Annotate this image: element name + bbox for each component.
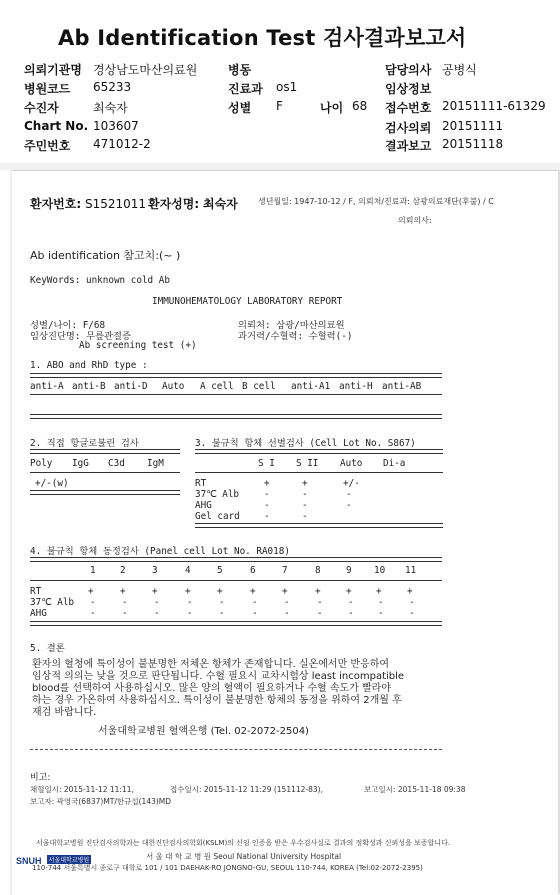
sec3-cell: - (302, 511, 308, 522)
report-date-value: 20151118 (442, 137, 504, 151)
sec3-cell: - (302, 500, 308, 511)
age-label: 나이 (320, 101, 344, 115)
sec4-cell: + (120, 586, 126, 597)
sec3-col: S I (258, 458, 275, 469)
sec3-row-label: Gel card (195, 511, 240, 522)
client-line: 의뢰처: 삼광/마산의료원 (238, 320, 345, 331)
patient-label: 수진자 (24, 101, 59, 115)
hospital-name-line: 서 울 대 학 교 병 원 Seoul National University Hospital (146, 852, 342, 861)
sec1-col: Auto (162, 381, 185, 392)
client-label: 의뢰기관명 (24, 63, 82, 77)
sec3-cell: - (264, 489, 270, 500)
sec4-cell: - (154, 608, 160, 619)
conclusion-line: blood를 선택하여 사용하십시오. 많은 양의 혈액이 필요하거나 수혈 속도가 빨라야 (32, 683, 391, 694)
sec4-cell: - (317, 608, 323, 619)
diagnosis-line: 임상진단명: 무릎관절증 (30, 331, 132, 342)
sec4-cell: + (376, 586, 382, 597)
sec1-col: anti-AB (382, 381, 422, 392)
sec4-col: 6 (250, 565, 256, 576)
section-3-rule-mid (195, 472, 443, 473)
sec4-cell: - (219, 597, 225, 608)
sec3-cell: - (264, 511, 270, 522)
department-label: 진료과 (228, 82, 263, 96)
patient-value: 최숙자 (93, 101, 128, 115)
sec4-cell: - (348, 608, 354, 619)
sec4-cell: - (187, 597, 193, 608)
patient-name-label: 환자성명: (148, 197, 200, 211)
separator-band (0, 163, 560, 170)
sex-value: F (276, 99, 283, 113)
sec4-row-label: RT (30, 586, 42, 597)
history-line: 과거력/수혈력: 수혈력(-) (238, 331, 353, 342)
department-value: os1 (276, 80, 298, 94)
sec3-cell: - (346, 500, 352, 511)
conclusion-line: 임상적 의의는 낮을 것으로 판단됩니다. 수혈 필요시 교차시험상 least incompatible (32, 671, 405, 682)
sec4-cell: + (217, 586, 223, 597)
sec4-row-label: 37℃ Alb (30, 597, 75, 608)
sec4-cell: + (152, 586, 158, 597)
lab-report-title: IMMUNOHEMATOLOGY LABORATORY REPORT (152, 296, 343, 307)
remarks-label: 비고: (30, 773, 51, 783)
sec1-col: A cell (200, 381, 234, 392)
report-title: Ab Identification Test 검사결과보고서 (58, 26, 467, 50)
age-value: 68 (352, 99, 368, 113)
conclusion-line: 재검 바랍니다. (32, 707, 97, 718)
section-1-title: 1. ABO and RhD type : (30, 360, 148, 371)
sex-age-line: 성별/나이: F/68 (30, 320, 106, 331)
sec4-col: 11 (405, 565, 417, 576)
reporter: 보고자: 곽영국(6837)MT/한규섭(143)MD (30, 797, 172, 806)
section-2-rule-mid (30, 472, 180, 473)
sec4-col: 7 (282, 565, 288, 576)
sex-label: 성별 (228, 101, 252, 115)
section-3-rule-bottom (195, 523, 443, 528)
sec4-col: 9 (346, 565, 352, 576)
sec4-col: 5 (217, 565, 223, 576)
sec4-cell: - (409, 597, 415, 608)
sec1-col: anti-A (30, 381, 64, 392)
physician-value: 공병식 (442, 63, 477, 77)
section-4-rule-top (30, 557, 442, 562)
sec2-value: +/-(w) (35, 478, 69, 489)
sec4-row-label: AHG (30, 608, 47, 619)
signature-rule (30, 749, 442, 750)
client-value: 경상남도마산의료원 (93, 63, 198, 77)
sec3-cell: + (302, 478, 308, 489)
sec3-cell: - (264, 500, 270, 511)
sec3-cell: - (346, 489, 352, 500)
sec1-col: anti-D (114, 381, 148, 392)
sec2-col: Poly (30, 458, 53, 469)
reference-title: Ab identification 참고치:(~ ) (30, 249, 181, 262)
sec3-row-label: 37℃ Alb (195, 489, 240, 500)
sec4-cell: - (284, 597, 290, 608)
sec4-cell: + (250, 586, 256, 597)
reported-time: 보고일시: 2015-11-18 09:38 (364, 785, 466, 794)
section-4-rule-mid (30, 580, 442, 581)
accession-value: 20151111-61329 (442, 99, 546, 113)
section-1-rule-bottom (30, 414, 442, 419)
section-1-rule-top (30, 373, 442, 378)
conclusion-line: 하는 경우 가온하여 사용하십시오. 특이성이 불분명한 항체의 동정을 위하여 2개월 후 (32, 695, 402, 706)
sec3-cell: + (264, 478, 270, 489)
resident-no-value: 471012-2 (93, 137, 151, 151)
hospital-code-label: 병원코드 (24, 82, 71, 96)
sec2-col: IgG (72, 458, 89, 469)
section-1-rule-mid (30, 394, 442, 395)
keywords: KeyWords: unknown cold Ab (30, 275, 170, 286)
sec4-cell: - (219, 608, 225, 619)
section-2-rule-top (30, 449, 180, 454)
patient-no-value: S1521011 (85, 197, 147, 211)
sec4-cell: - (409, 608, 415, 619)
sec3-col: Auto (340, 458, 363, 469)
hospital-code-value: 65233 (93, 80, 132, 94)
chart-no-label: Chart No. (24, 119, 89, 133)
sec4-cell: - (378, 597, 384, 608)
physician-label: 담당의사 (385, 63, 432, 77)
doctor-label: 의뢰의사: (398, 216, 432, 225)
sec2-col: C3d (108, 458, 125, 469)
sec4-cell: - (154, 597, 160, 608)
accession-label: 접수번호 (385, 101, 432, 115)
sec4-col: 3 (152, 565, 158, 576)
sec1-col: anti-A1 (291, 381, 331, 392)
lab-signature: 서울대학교병원 혈액은행 (Tel. 02-2072-2504) (98, 726, 309, 737)
patient-no-label: 환자번호: (30, 197, 82, 211)
sec3-cell: - (302, 489, 308, 500)
hospital-address: 110-744 서울특별시 종로구 대학로 101 / 101 DAEHAK-RO JONGNO-GU, SEOUL 110-744, KOREA (Tel:02-2072-2395) (32, 864, 423, 872)
section-4-title: 4. 불규칙 항체 동정검사 (Panel cell Lot No. RA018) (30, 546, 290, 557)
section-5-title: 5. 결론 (30, 643, 65, 654)
patient-name-line (148, 195, 238, 212)
sec4-cell: + (346, 586, 352, 597)
sec4-cell: - (348, 597, 354, 608)
sec4-cell: - (90, 597, 96, 608)
logo-subtext: 서울대학교병원 (48, 857, 90, 864)
clinical-info-label: 임상정보 (385, 82, 432, 96)
sec4-cell: + (315, 586, 321, 597)
certification-line: 서울대학교병원 진단검사의학과는 대한진단검사의학회(KSLM)의 신임 인증을 받은 우수검사실로 결과의 정확성과 신뢰성을 보증합니다. (36, 839, 451, 847)
sec4-cell: + (282, 586, 288, 597)
sec3-row-label: AHG (195, 500, 212, 511)
ward-label: 병동 (228, 63, 252, 77)
sec2-col: IgM (147, 458, 164, 469)
sec4-cell: + (185, 586, 191, 597)
conclusion-line: 환자의 혈청에 특이성이 불분명한 저체온 항체가 존재합니다. 실온에서만 반응하여 (32, 659, 390, 670)
sec3-col: S II (296, 458, 319, 469)
sec4-cell: - (284, 608, 290, 619)
request-date-label: 검사의뢰 (385, 121, 432, 135)
sec4-col: 10 (374, 565, 386, 576)
sec3-col: Di-a (383, 458, 406, 469)
sec4-cell: - (90, 608, 96, 619)
collected-time: 채혈일시: 2015-11-12 11:11, (30, 785, 134, 794)
sec4-col: 8 (315, 565, 321, 576)
section-3-rule-top (195, 449, 443, 454)
sec4-cell: - (252, 597, 258, 608)
section-2-rule-bottom (30, 490, 180, 495)
chart-no-value: 103607 (93, 119, 139, 133)
logo-mark: SNUH (16, 856, 42, 866)
received-time: 접수일시: 2015-11-12 11:29 (151112-83), (170, 785, 323, 794)
sec4-col: 4 (185, 565, 191, 576)
sec1-col: anti-B (72, 381, 106, 392)
patient-name-value: 최숙자 (203, 197, 238, 211)
sec3-cell: +/- (343, 478, 360, 489)
screening-line: Ab screening test (+) (79, 340, 197, 351)
sec1-col: anti-H (339, 381, 373, 392)
patient-meta: 생년월일: 1947-10-12 / F, 의뢰처/진료과: 삼광의료재단(후불) / C (258, 197, 494, 206)
report-date-label: 결과보고 (385, 139, 432, 153)
sec4-cell: - (187, 608, 193, 619)
sec4-col: 1 (90, 565, 96, 576)
sec4-cell: - (122, 597, 128, 608)
section-3-title: 3. 불규칙 항체 선별검사 (Cell Lot No. S867) (195, 438, 416, 449)
hospital-logo (16, 849, 94, 866)
patient-no-line (30, 195, 146, 212)
sec4-cell: - (317, 597, 323, 608)
sec1-col: B cell (242, 381, 276, 392)
section-2-title: 2. 직접 항글로불린 검사 (30, 438, 139, 449)
sec4-col: 2 (120, 565, 126, 576)
section-4-rule-bottom (30, 621, 442, 626)
sec4-cell: - (378, 608, 384, 619)
sec4-cell: + (88, 586, 94, 597)
resident-no-label: 주민번호 (24, 139, 71, 153)
sec4-cell: - (252, 608, 258, 619)
sec4-cell: + (407, 586, 413, 597)
sec3-row-label: RT (195, 478, 207, 489)
request-date-value: 20151111 (442, 119, 504, 133)
sec4-cell: - (122, 608, 128, 619)
